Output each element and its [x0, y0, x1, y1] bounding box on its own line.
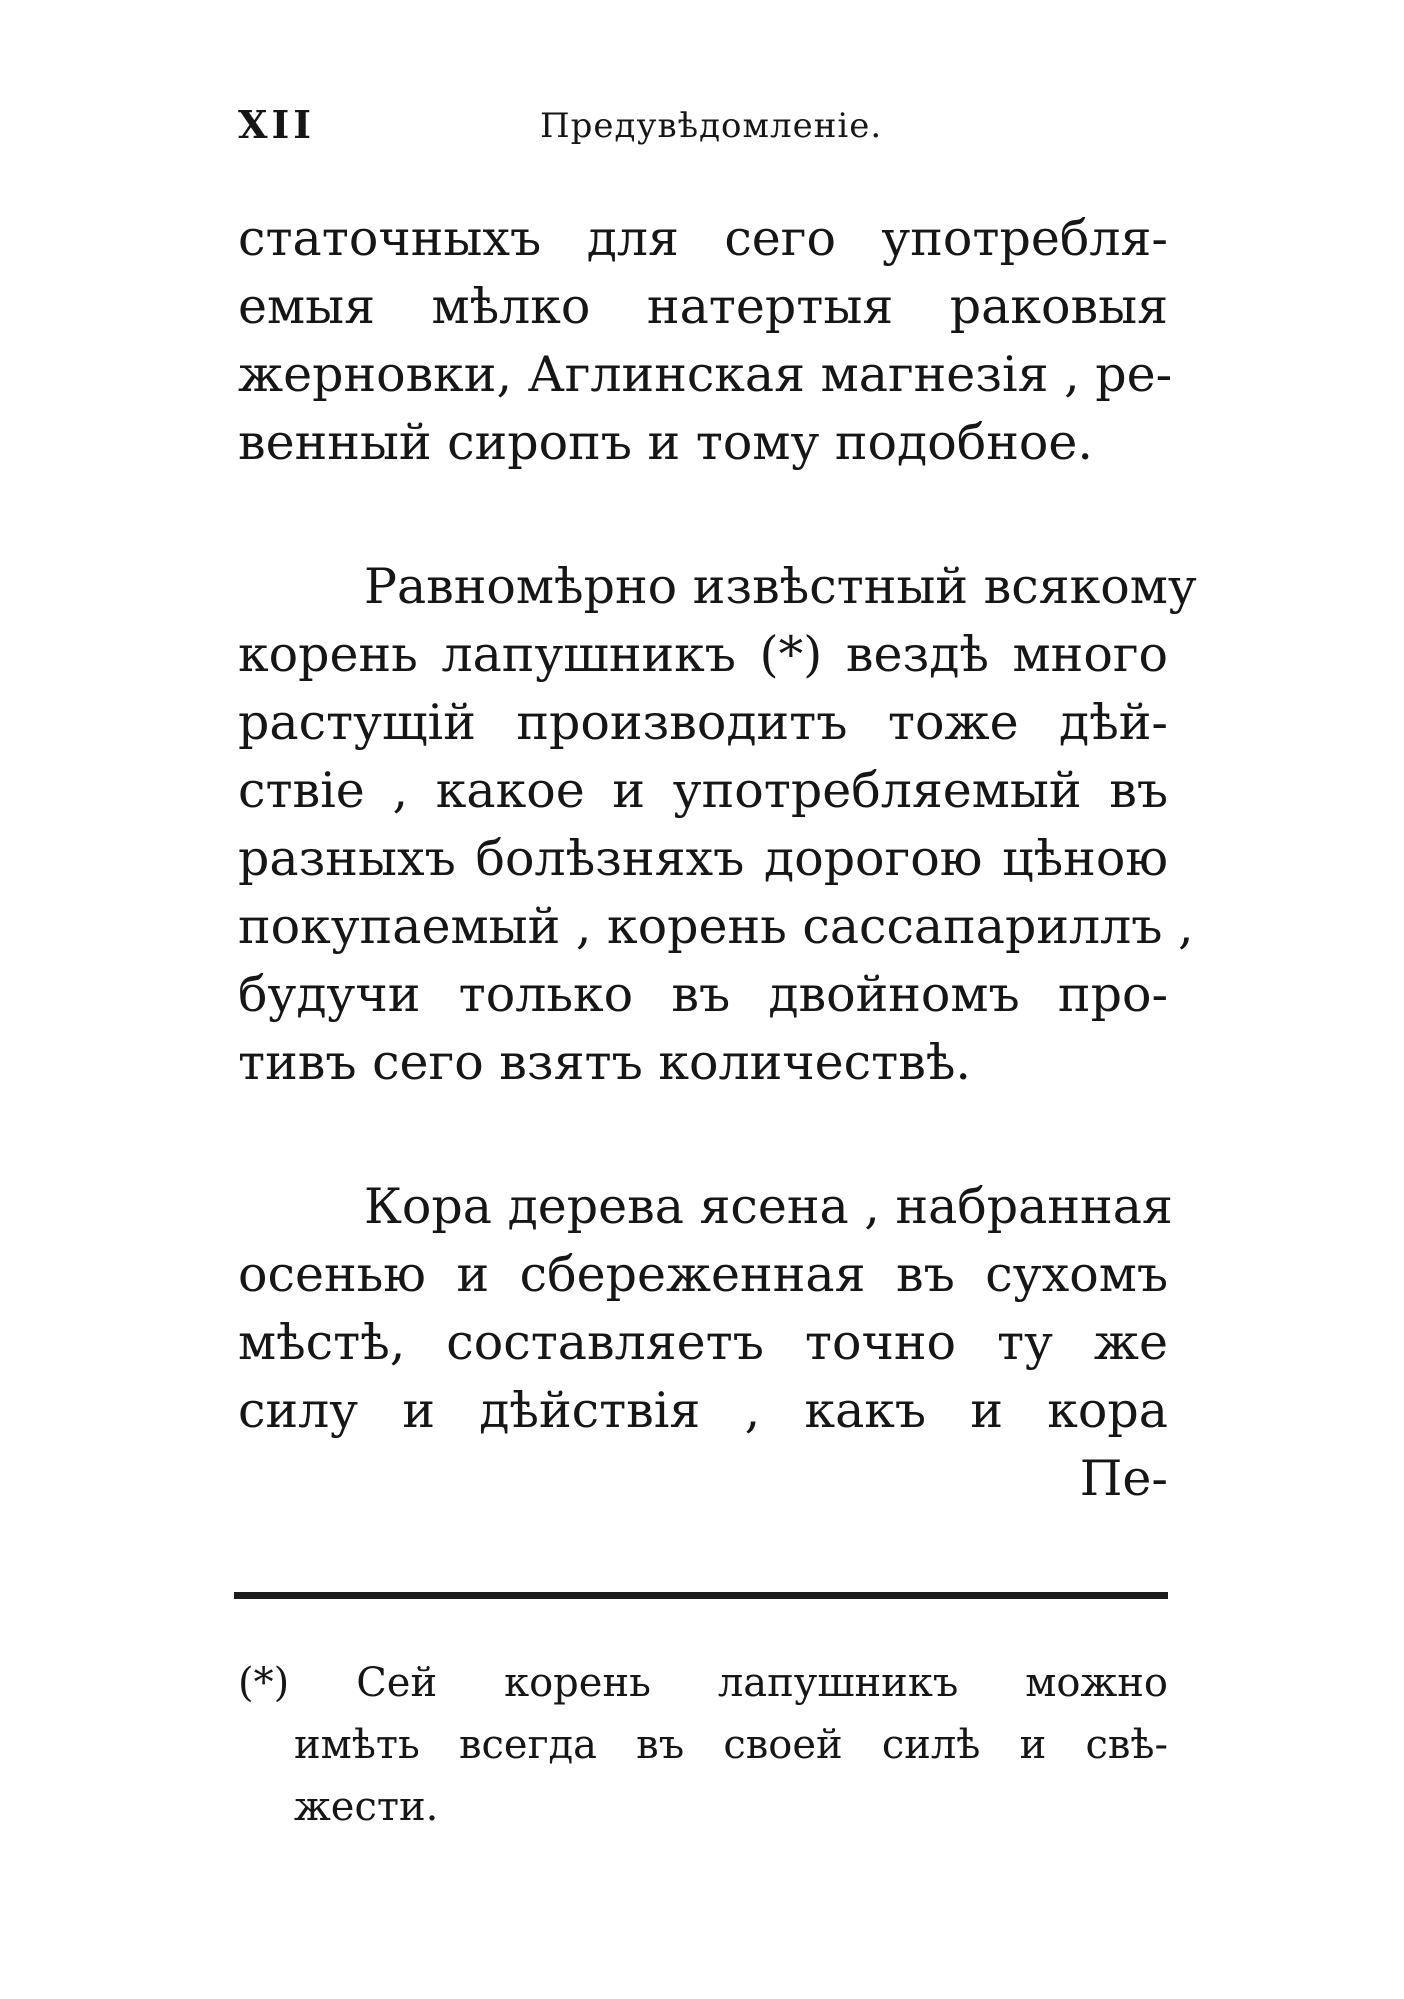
text-line: осенью и сбереженная въ сухомъ — [238, 1246, 1168, 1303]
running-head — [238, 102, 1168, 158]
text-line: покупаемый , корень сассапариллъ , — [238, 898, 1194, 955]
text-line: мѣстѣ, составляетъ точно ту же — [238, 1314, 1168, 1371]
text-line: жерновки, Аглинская магнезія , ре- — [238, 346, 1173, 403]
catchword: Пе- — [1079, 1450, 1168, 1507]
text-line: растущій производитъ тоже дѣй- — [238, 694, 1168, 751]
text-line: разныхъ болѣзняхъ дорогою цѣною — [238, 830, 1168, 887]
text-line: силу и дѣйствія , какъ и кора — [238, 1382, 1168, 1439]
page-number: XII — [238, 102, 316, 147]
paragraph-3 — [238, 1173, 1173, 1513]
footnote — [238, 1652, 1168, 1838]
footnote-rule — [234, 1592, 1168, 1599]
paragraph-2 — [238, 553, 1197, 1097]
text-line: Равномѣрно извѣстный всякому — [364, 558, 1197, 615]
running-title: Предувѣдомленіе. — [540, 106, 883, 146]
text-line: будучи только въ двойномъ про- — [238, 966, 1168, 1023]
text-line: корень лапушникъ (*) вездѣ много — [238, 626, 1168, 683]
text-line: Кора дерева ясена , набранная — [364, 1178, 1173, 1235]
text-line: венный сиропъ и тому подобное. — [238, 414, 1093, 471]
text-line: емыя мѣлко натертыя раковыя — [238, 278, 1168, 335]
body-text — [238, 205, 1197, 1513]
paragraph-1 — [238, 205, 1173, 477]
footnote-line: жести. — [294, 1784, 439, 1830]
text-line: тивъ сего взятъ количествѣ. — [238, 1034, 971, 1091]
footnote-line: имѣть всегда въ своей силѣ и свѣ- — [294, 1722, 1168, 1768]
text-line: ствіе , какое и употребляемый въ — [238, 762, 1168, 819]
text-line: статочныхъ для сего употребля- — [238, 210, 1168, 267]
footnote-line: (*) Сей корень лапушникъ можно — [238, 1660, 1168, 1706]
